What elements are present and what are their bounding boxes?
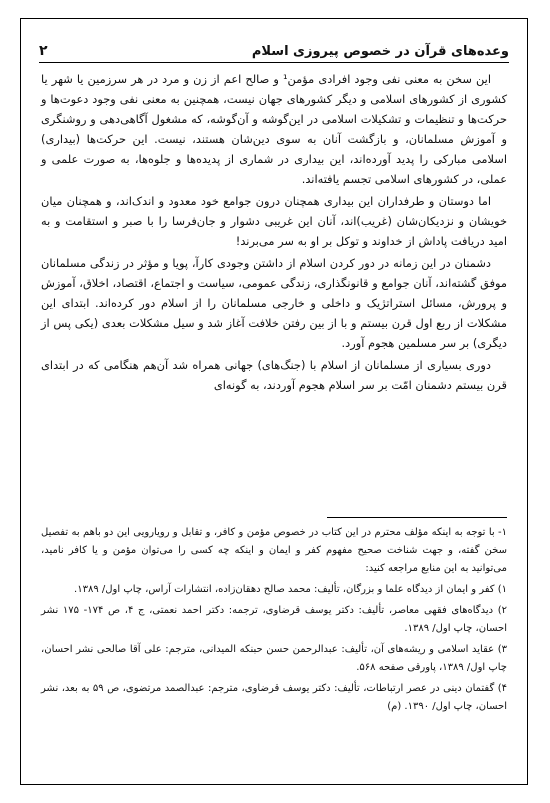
body-text bbox=[41, 69, 507, 397]
footnote: ۴) گفتمان دینی در عصر ارتباطات، تألیف: دکتر یوسف قرضاوی، مترجم: عبدالصمد مرتضوی، ص ۵۹ به بعد، نشر احسان، چاپ اول/ ۱۳۹۰. (م) bbox=[41, 683, 507, 712]
footnote-separator bbox=[327, 517, 507, 518]
running-title: وعده‌های قرآن در خصوص پیروزی اسلام bbox=[251, 44, 509, 59]
document-page bbox=[20, 18, 528, 785]
page-header bbox=[39, 33, 509, 63]
footnote: ۲) دیدگاه‌های فقهی معاصر، تألیف: دکتر یوسف قرضاوی، ترجمه: دکتر احمد نعمتی، ج ۴، ص ۱۷۴- ۱۷۵ نشر احسان، چاپ اول/ ۱۳۸۹. bbox=[41, 605, 507, 634]
footnote: ۱- با توجه به اینکه مؤلف محترم در این کتاب در خصوص مؤمن و کافر، و تقابل و رویارویی این دو باهم به تفصیل سخن گفته، و جهت شناخت صحیح مفهوم کفر و ایمان و اینکه چه کسی را می‌توان مؤمن و یا کافر نامید، می‌توانید به این منابع مراجعه کنید: bbox=[41, 527, 507, 574]
footnote: ۱) کفر و ایمان از دیدگاه علما و بزرگان، تألیف: محمد صالح دهقان‌زاده، انتشارات آراس، چاپ اول/ ۱۳۸۹. bbox=[74, 584, 507, 595]
paragraph: دشمنان در این زمانه در دور کردن اسلام از داشتن وجودی کارآ، پویا و مؤثر در زندگی مسلمانان موفق گشته‌اند، آنان جوامع و قانونگذاری، زندگی عمومی، سیاست و اجتماع، اقتصاد، اخلاق، آموزش و پرورش، مسائل استراتژیک و داخلی و خارجی مسلمانان را از اسلام دور کرده‌اند. ابتدای این مشکلات از ربع اول قرن بیستم و با از بین رفتن خلافت آغاز شد و سیل مشکلات بعدی (یکی پس از دیگری) بر سر مسلمین هجوم آورد. bbox=[41, 256, 507, 350]
paragraph: دوری بسیاری از مسلمانان از اسلام با (جنگ‌های) جهانی همراه شد آن‌هم هنگامی که در ابتدای قرن بیستم دشمنان امّت بر سر اسلام هجوم آوردند، به گونه‌ای bbox=[41, 358, 507, 392]
footnote: ۳) عقاید اسلامی و ریشه‌های آن، تألیف: عبدالرحمن حسن حبنکه المیدانی، مترجم: علی آقا صالحی نشر احسان، چاپ اول/ ۱۳۸۹، پاورقی صفحه ۵۶۸. bbox=[41, 644, 507, 673]
paragraph: اما دوستان و طرفداران این بیداری همچنان درون جوامع خود معدود و اندک‌اند، و همچنان میان خویشان و نزدیکان‌شان (غریب)اند، آنان این غریبی دشوار و جان‌فرسا را با صبر و استقامت و به امید دریافت پاداش از خداوند و توکل بر او به سر می‌برند! bbox=[41, 194, 507, 248]
paragraph: این سخن به معنی نفی وجود افرادی مؤمن¹ و صالح اعم از زن و مرد در هر سرزمین یا شهر یا کشوری از کشورهای اسلامی و دیگر کشورهای جهان نیست، همچنین به معنی نفی وجود دعوت‌ها و حرکت‌ها و تنظیمات و تشکیلات اسلامی در این‌گوشه و آن‌گوشه، که مشغول آگاهی‌دهی و روشنگری و آموزش مسلمانان، و بازگشت آنان به سوی دین‌شان هستند، نیست. این حرکت‌ها (بیداری) اسلامی مبارکی را پدید آورده‌اند، این بیداری در شماری از پدیده‌ها و جلوه‌ها، به صورت علمی و عملی، در کشورهای اسلامی تجسم یافته‌اند. bbox=[41, 72, 507, 186]
page-number: ۲ bbox=[39, 43, 48, 59]
footnotes bbox=[41, 524, 507, 719]
